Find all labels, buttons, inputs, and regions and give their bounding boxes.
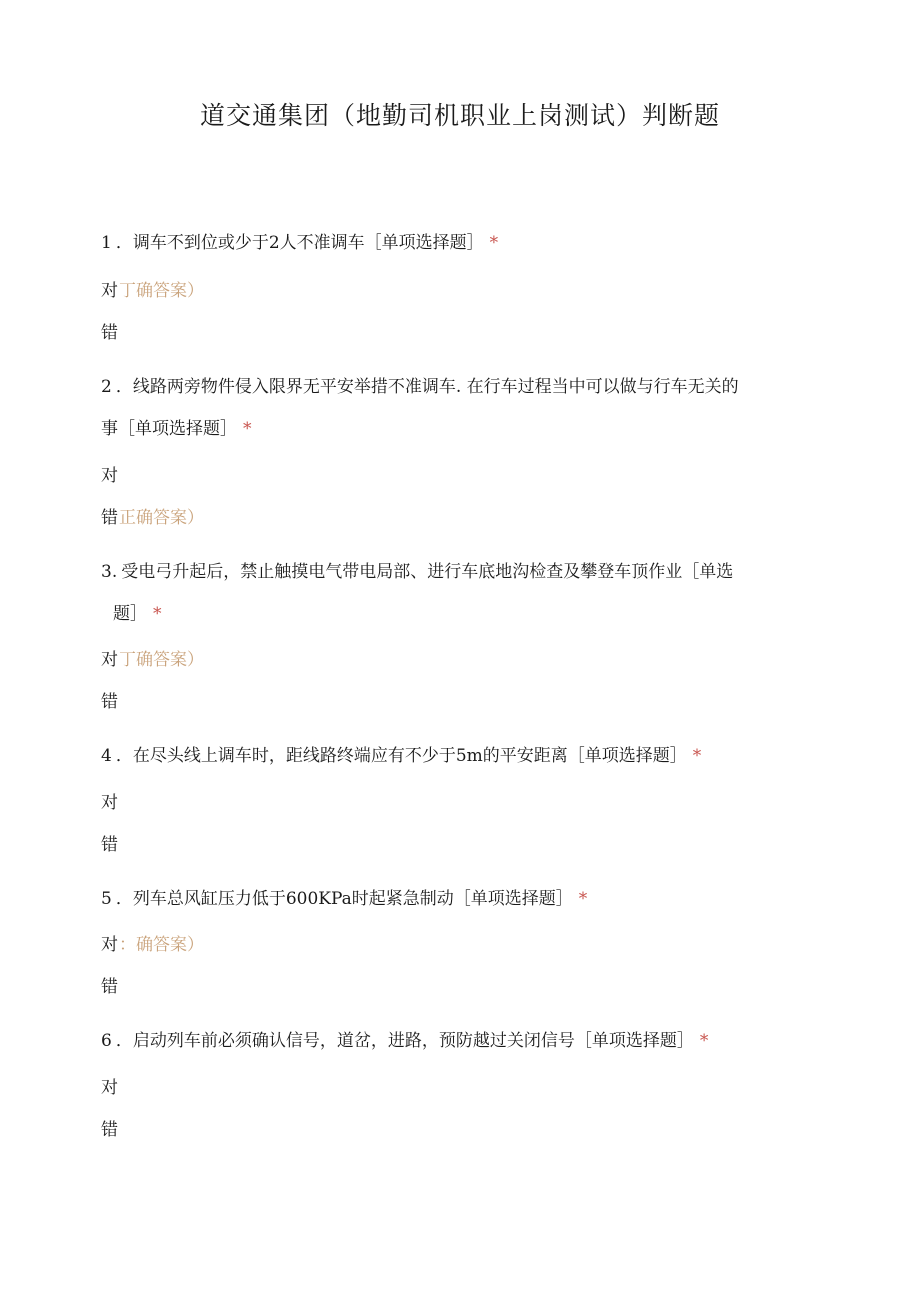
correct-answer-mark: 正确答案） xyxy=(119,508,204,528)
question-text-cont: 事［单项选择题］ xyxy=(101,419,237,439)
correct-answer-mark: 丁确答案） xyxy=(119,650,204,670)
question-text: ．在尽头线上调车时，距线路终端应有不少于5m的平安距离［单项选择题］ xyxy=(115,746,687,766)
question-2-continued xyxy=(101,408,801,450)
option-label: 错 xyxy=(101,692,118,712)
question-text: ．线路两旁物件侵入限界无平安举措不准调车. 在行车过程当中可以做与行车无关的 xyxy=(115,377,739,397)
question-5 xyxy=(101,878,801,920)
question-number: 2 xyxy=(101,377,112,397)
question-number: 4 xyxy=(101,746,112,766)
required-mark: * xyxy=(699,1031,709,1051)
option-label: 对 xyxy=(101,281,118,301)
option-false[interactable] xyxy=(101,972,119,1002)
question-2 xyxy=(101,366,801,408)
required-mark: * xyxy=(153,604,162,624)
option-label: 错 xyxy=(101,508,118,528)
question-4 xyxy=(101,735,801,777)
option-label: 错 xyxy=(101,835,118,855)
question-number: 1 xyxy=(101,233,112,253)
option-label: 对 xyxy=(101,650,118,670)
required-mark: * xyxy=(489,233,499,253)
option-label: 错 xyxy=(101,323,118,343)
option-true[interactable] xyxy=(101,461,119,491)
question-text: 受电弓升起后，禁止触摸电气带电局部、进行车底地沟检查及攀登车顶作业［单选 xyxy=(121,562,734,582)
option-label: 对 xyxy=(101,793,118,813)
option-false[interactable] xyxy=(101,318,119,348)
option-false[interactable] xyxy=(101,503,204,533)
option-label: 错 xyxy=(101,977,118,997)
required-mark: * xyxy=(692,746,702,766)
required-mark: * xyxy=(578,889,588,909)
option-label: 对 xyxy=(101,466,118,486)
question-text-cont: 题］ xyxy=(113,604,147,624)
option-true[interactable] xyxy=(101,1073,119,1103)
option-false[interactable] xyxy=(101,1115,119,1145)
option-label: 错 xyxy=(101,1120,118,1140)
correct-answer-mark: ：确答案） xyxy=(119,935,204,955)
question-number: 5 xyxy=(101,889,112,909)
option-false[interactable] xyxy=(101,687,119,717)
required-mark: * xyxy=(243,419,252,439)
question-text: ．启动列车前必须确认信号，道岔，进路，预防越过关闭信号［单项选择题］ xyxy=(115,1031,694,1051)
option-true[interactable] xyxy=(101,645,204,675)
option-true[interactable] xyxy=(101,276,204,306)
page-title: 道交通集团（地勤司机职业上岗测试）判断题 xyxy=(199,101,720,130)
option-true[interactable] xyxy=(101,788,119,818)
option-false[interactable] xyxy=(101,830,119,860)
option-true[interactable] xyxy=(101,930,204,960)
question-text: ．调车不到位或少于2人不准调车［单项选择题］ xyxy=(115,233,484,253)
option-label: 对 xyxy=(101,1078,118,1098)
question-3-continued xyxy=(113,593,813,635)
option-label: 对 xyxy=(101,935,118,955)
question-6 xyxy=(101,1020,801,1062)
correct-answer-mark: 丁确答案） xyxy=(119,281,204,301)
question-number: 3. xyxy=(101,562,118,582)
question-text: ．列车总风缸压力低于600KPa时起紧急制动［单项选择题］ xyxy=(115,889,573,909)
question-number: 6 xyxy=(101,1031,112,1051)
question-1 xyxy=(101,222,801,264)
question-3 xyxy=(101,551,801,593)
